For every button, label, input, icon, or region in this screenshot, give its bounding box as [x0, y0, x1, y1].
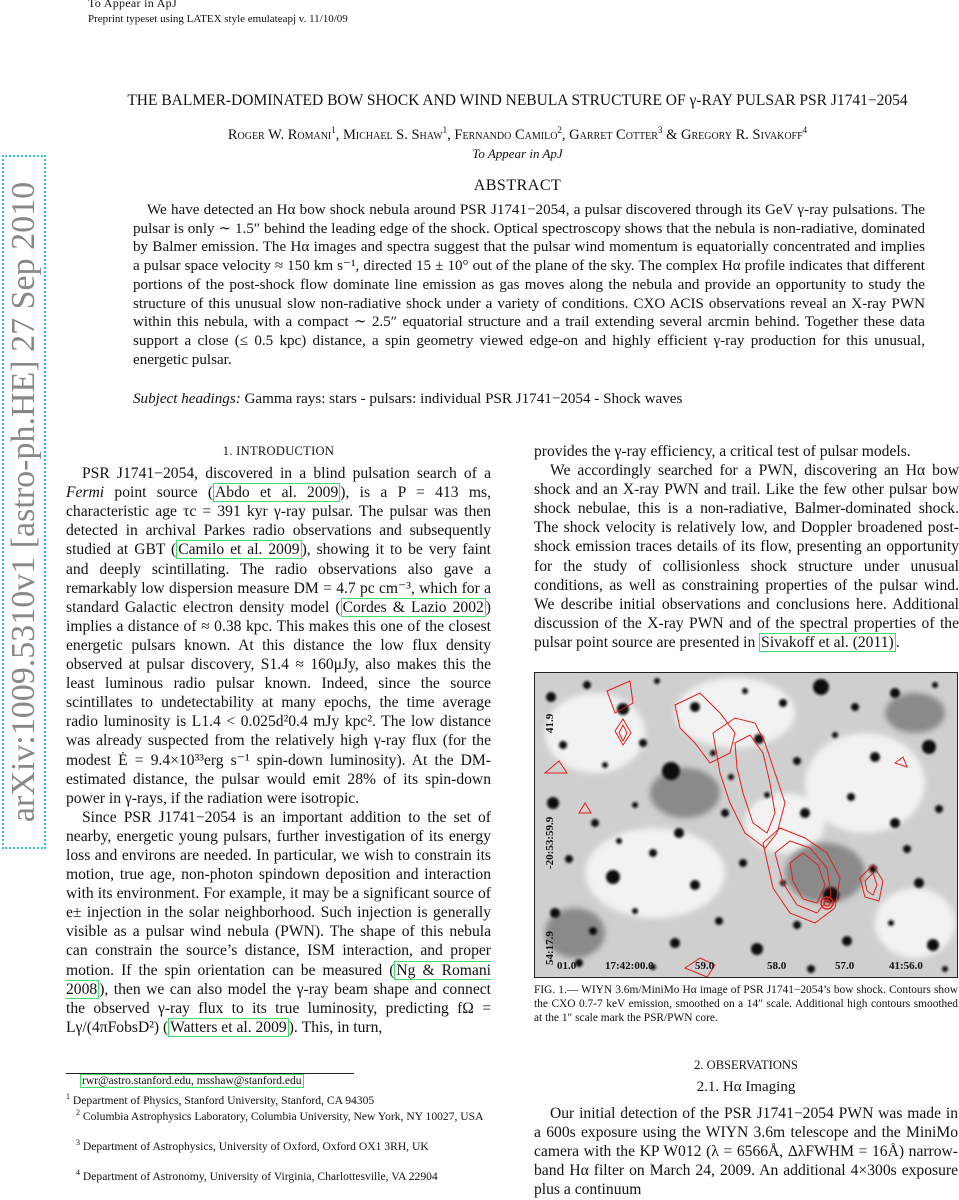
- abstract-text: We have detected an Hα bow shock nebula around PSR J1741−2054, a pulsar discovered through its GeV γ-ray pulsations. The pulsar is only ∼ 1.5″ behind the leading edge of the shock. Optical spectroscopy shows that the nebula is non-radiative, dominated by Balmer emission. The Hα images and spectra suggest that the pulsar wind momentum is equatorially concentrated and implies a pulsar space velocity ≈ 150 km s⁻¹, directed 15 ± 10° out of the plane of the sky. The complex Hα profile indicates that different portions of the post-shock flow dominate line emission as gas moves along the nebula and provide an opportunity to study the structure of this unusual slow non-radiative shock under a variety of conditions. CXO ACIS observations reveal an X-ray PWN within this nebula, with a compact ∼ 2.5″ equatorial structure and a trail extending several arcmin behind. Together these data support a close (≤ 0.5 kpc) distance, a spin geometry viewed edge-on and highly efficient γ-ray production for this unusual, energetic pulsar.: [133, 202, 925, 368]
- abstract-heading: ABSTRACT: [473, 177, 562, 194]
- citation-link[interactable]: Ng & Romani 2008: [66, 961, 491, 998]
- intro-paragraph-1: PSR J1741−2054, discovered in a blind pulsation search of a Fermi point source ( Abdo et al. 2009 ), is a P = 413 ms, characteristic age τc = 391 kyr γ-ray pulsar. The pulsar was then detected in archival Parkes radio observations and subsequently studied at GBT ( Camilo et al. 2009 ), showing it to be very faint and deeply scintillating. The radio observations also gave a remarkably low dispersion measure DM = 4.7 pc cm⁻³, which for a standard Galactic electron density model ( Cordes & Lazio 2002 ) implies a distance of ≈ 0.38 kpc. This makes this one of the closest energetic pulsars known. At this distance the low flux density observed at pulsar discovery, S1.4 ≈ 160μJy, also makes this the least luminous radio pulsar known. Indeed, since the source scintillates to undetectability at many epochs, the time average radio luminosity is L1.4 < 0.025d²0.4 mJy kpc². The low distance was already suspected from the relatively high γ-ray flux (for the modest Ė = 9.4×10³³erg s⁻¹ spin-down luminosity). At the DM-estimated distance, the pulsar would emit 28% of its spin-down power in γ-rays, if the radiation were isotropic.: [66, 465, 491, 807]
- affiliation-mark: 1: [331, 125, 336, 135]
- author-name: Garret Cotter: [569, 126, 658, 143]
- ra-label: 01.0: [557, 960, 577, 972]
- arxiv-sidebar[interactable]: [2, 155, 46, 849]
- author-name: Michael S. Shaw: [343, 126, 443, 143]
- author-name: Roger W. Romani: [227, 126, 332, 143]
- intro-paragraph-2: Since PSR J1741−2054 is an important addition to the set of nearby, energetic young pulsars, further investigation of its energy loss and environs are needed. In particular, we wish to constrain its motion, true age, non-photon spindown deposition and interaction with its environment. For example, it may be a significant source of e± injection in the solar neighborhood. Such injection is generally visible as a pulsar wind nebula (PWN). The shape of this nebula can constrain the source’s distance, ISM interaction, and proper motion. If the spin orientation can be measured ( Ng & Romani 2008 ), then we can also model the γ-ray beam shape and connect the observed γ-ray flux to its true luminosity, predicting fΩ = Lγ/(4πFobsD²) ( Watters et al. 2009 ). This, in turn,: [66, 808, 491, 1036]
- arxiv-id: arXiv:1009.5310v1 [astro-ph.HE] 27 Sep 2010: [5, 181, 42, 823]
- running-head: To Appear in ApJ: [88, 0, 177, 10]
- citation-link[interactable]: Watters et al. 2009: [170, 1018, 287, 1036]
- affiliation-mark: 1: [442, 125, 448, 135]
- halpha-image: [535, 673, 957, 977]
- footnote: $^3$ Department of Astrophysics, University of Oxford, Oxford OX1 3RH, UK: [76, 1138, 429, 1153]
- dec-label: -20:53:59.9: [544, 816, 556, 869]
- affiliation-mark: 4: [802, 125, 808, 135]
- left-column: [66, 444, 491, 1037]
- observations-paragraph: Our initial detection of the PSR J1741−2054 PWN was made in a 600s exposure using the WIYN 3.6m telescope and the MiniMo camera with the KP W012 (λ = 6566Å, ΔλFWHM = 16Å) narrow-band Hα filter on March 24, 2009. An additional 4×300s exposure plus a continuum: [534, 1105, 958, 1199]
- citation-link[interactable]: Cordes & Lazio 2002: [342, 598, 484, 616]
- ra-label: 57.0: [835, 960, 855, 972]
- right-paragraph-0: provides the γ-ray efficiency, a critical test of pulsar models.: [534, 443, 911, 460]
- footnote: $^2$ Columbia Astrophysics Laboratory, Columbia University, New York, NY 10027, USA: [76, 1108, 484, 1123]
- halpha-figure: [534, 672, 958, 978]
- figure-caption: FIG. 1.— WIYN 3.6m/MiniMo Hα image of PSR J1741−2054’s bow shock. Contours show the CXO 0.7-7 keV emission, smoothed on a 14″ scale. Additional high contours smoothed at the 1″ scale mark the PSR/PWN core.: [534, 984, 958, 1025]
- citation-link[interactable]: Sivakoff et al. (2011): [761, 633, 894, 651]
- dec-label: 41.9: [544, 713, 556, 733]
- ra-label: 41:56.0: [889, 960, 923, 972]
- footnote: $^1$ Department of Physics, Stanford University, Stanford, CA 94305: [66, 1092, 375, 1107]
- ra-label: 17:42:00.0: [605, 960, 654, 972]
- ra-label: 58.0: [767, 960, 787, 972]
- intro-heading: 1. INTRODUCTION: [222, 444, 335, 458]
- email-link[interactable]: rwr@astro.stanford.edu, msshaw@stanford.edu: [82, 1075, 302, 1087]
- subject-headings: [133, 391, 925, 408]
- author-list: Roger W. Romani$^1$, Michael S. Shaw$^1$, Fernando Camilo$^2$, Garret Cotter$^3$ & Gregory R. Sivakoff$^4$: [227, 125, 808, 143]
- journal-note: To Appear in ApJ: [472, 146, 563, 161]
- dec-label: 54:17.9: [544, 931, 556, 965]
- observations-heading: 2. OBSERVATIONS: [694, 1058, 798, 1072]
- halpha-imaging-heading: 2.1. Hα Imaging: [696, 1079, 796, 1095]
- citation-link[interactable]: Camilo et al. 2009: [178, 541, 300, 559]
- right-column: [534, 442, 959, 652]
- affiliation-mark: 2: [557, 125, 562, 135]
- citation-link[interactable]: Abdo et al. 2009: [215, 484, 339, 502]
- affiliation-mark: 3: [657, 125, 663, 135]
- right-paragraph-1: We accordingly searched for a PWN, discovering an Hα bow shock and an X-ray PWN and trail. Like the few other pulsar bow shock nebulae, this is a non-radiative, Balmer-dominated shock. The shock velocity is relatively low, and Doppler broadened post-shock emission traces details of its flow, presenting an opportunity for the study of collisionless shock structure under unusual conditions, as well as constraining properties of the pulsar wind. We describe initial observations and conclusions here. Additional discussion of the X-ray PWN and of the spectral properties of the pulsar point source are presented in Sivakoff et al. (2011) .: [534, 462, 959, 651]
- footnote: $^4$ Department of Astronomy, University of Virginia, Charlottesville, VA 22904: [76, 1168, 438, 1183]
- preprint-note: Preprint typeset using LATEX style emulateapj v. 11/10/09: [88, 13, 348, 25]
- ra-label: 59.0: [695, 960, 715, 972]
- paper-title: THE BALMER-DOMINATED BOW SHOCK AND WIND NEBULA STRUCTURE OF γ-RAY PULSAR PSR J1741−2054: [127, 92, 908, 109]
- subject-text: Gamma rays: stars - pulsars: individual PSR J1741−2054 - Shock waves: [240, 391, 683, 407]
- author-name: Gregory R. Sivakoff: [680, 126, 803, 143]
- author-name: Fernando Camilo: [454, 126, 558, 143]
- subject-label: Subject headings:: [133, 391, 241, 407]
